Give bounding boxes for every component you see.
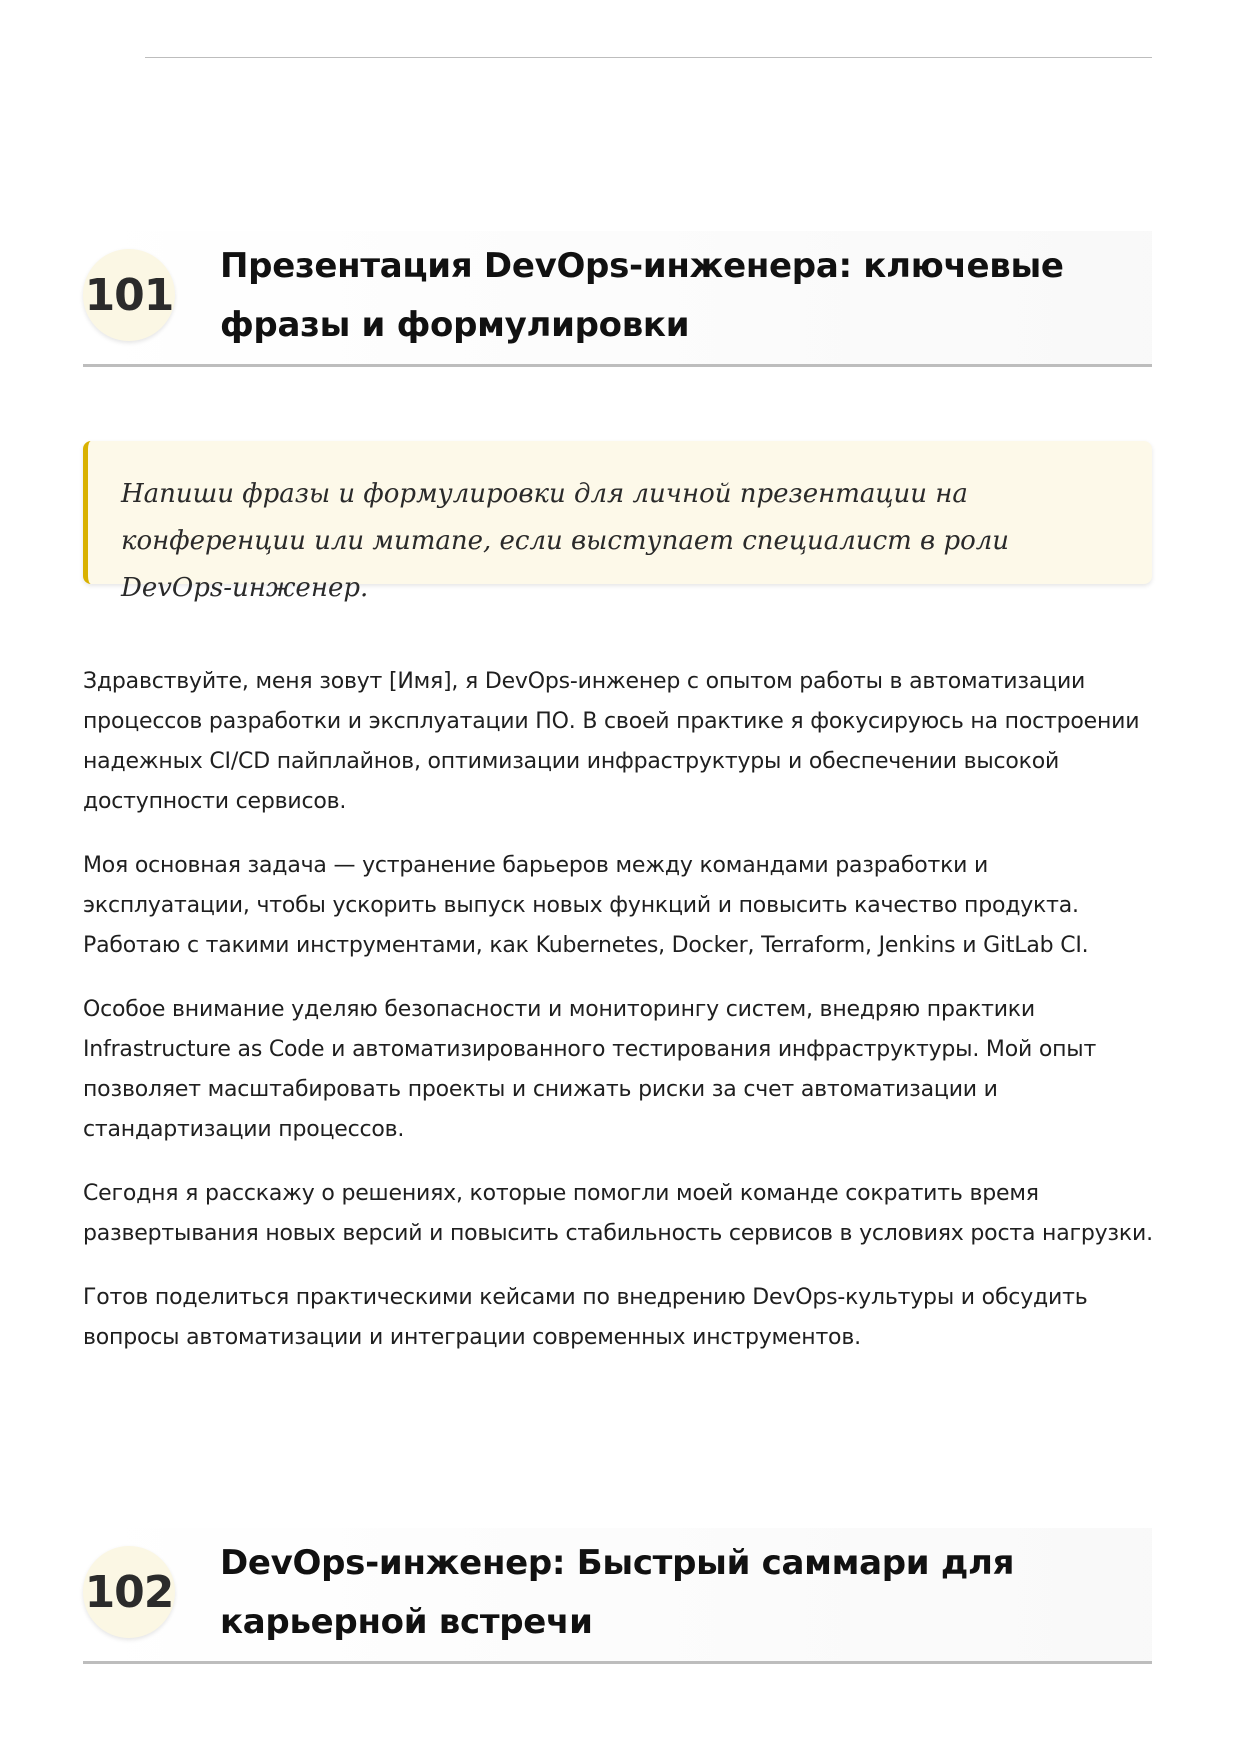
answer-body: [83, 662, 1158, 1382]
prompt-text: Напиши фразы и формулировки для личной презентации на конференции или митапе, если выступает специалист в роли DevOps-инженер.: [121, 479, 1010, 603]
paragraph: Сегодня я расскажу о решениях, которые помогли моей команде сократить время развертывания новых версий и повысить стабильность сервисов в условиях роста нагрузки.: [83, 1181, 1153, 1246]
prompt-callout: [83, 441, 1152, 603]
section-header-101: [83, 231, 1152, 367]
section-number-badge: 102: [83, 1546, 175, 1638]
paragraph: Здравствуйте, меня зовут [Имя], я DevOps-инженер с опытом работы в автоматизации процессов разработки и эксплуатации ПО. В своей практике я фокусируюсь на построении надежных CI/CD пайплайнов, оптимизации инфраструктуры и обеспечении высокой доступности сервисов.: [83, 669, 1140, 814]
section-title: DevOps-инженер: Быстрый саммари для карьерной встречи: [220, 1543, 1015, 1642]
paragraph: Моя основная задача — устранение барьеров между командами разработки и эксплуатации, чтобы ускорить выпуск новых функций и повысить качество продукта. Работаю с такими инструментами, как Kubernetes, Docker, Terraform, Jenkins и GitLab CI.: [83, 853, 1089, 958]
paragraph: Особое внимание уделяю безопасности и мониторингу систем, внедряю практики Infrastructure as Code и автоматизированного тестирования инфраструктуры. Мой опыт позволяет масштабировать проекты и снижать риски за счет автоматизации и стандартизации процессов.: [83, 997, 1097, 1142]
section-number-badge: 101: [83, 249, 175, 341]
section-title: Презентация DevOps-инженера: ключевые фразы и формулировки: [220, 246, 1064, 345]
top-divider: [145, 57, 1152, 58]
paragraph: Готов поделиться практическими кейсами по внедрению DevOps-культуры и обсудить вопросы автоматизации и интеграции современных инструментов.: [83, 1285, 1088, 1350]
section-header-102: [83, 1528, 1152, 1664]
